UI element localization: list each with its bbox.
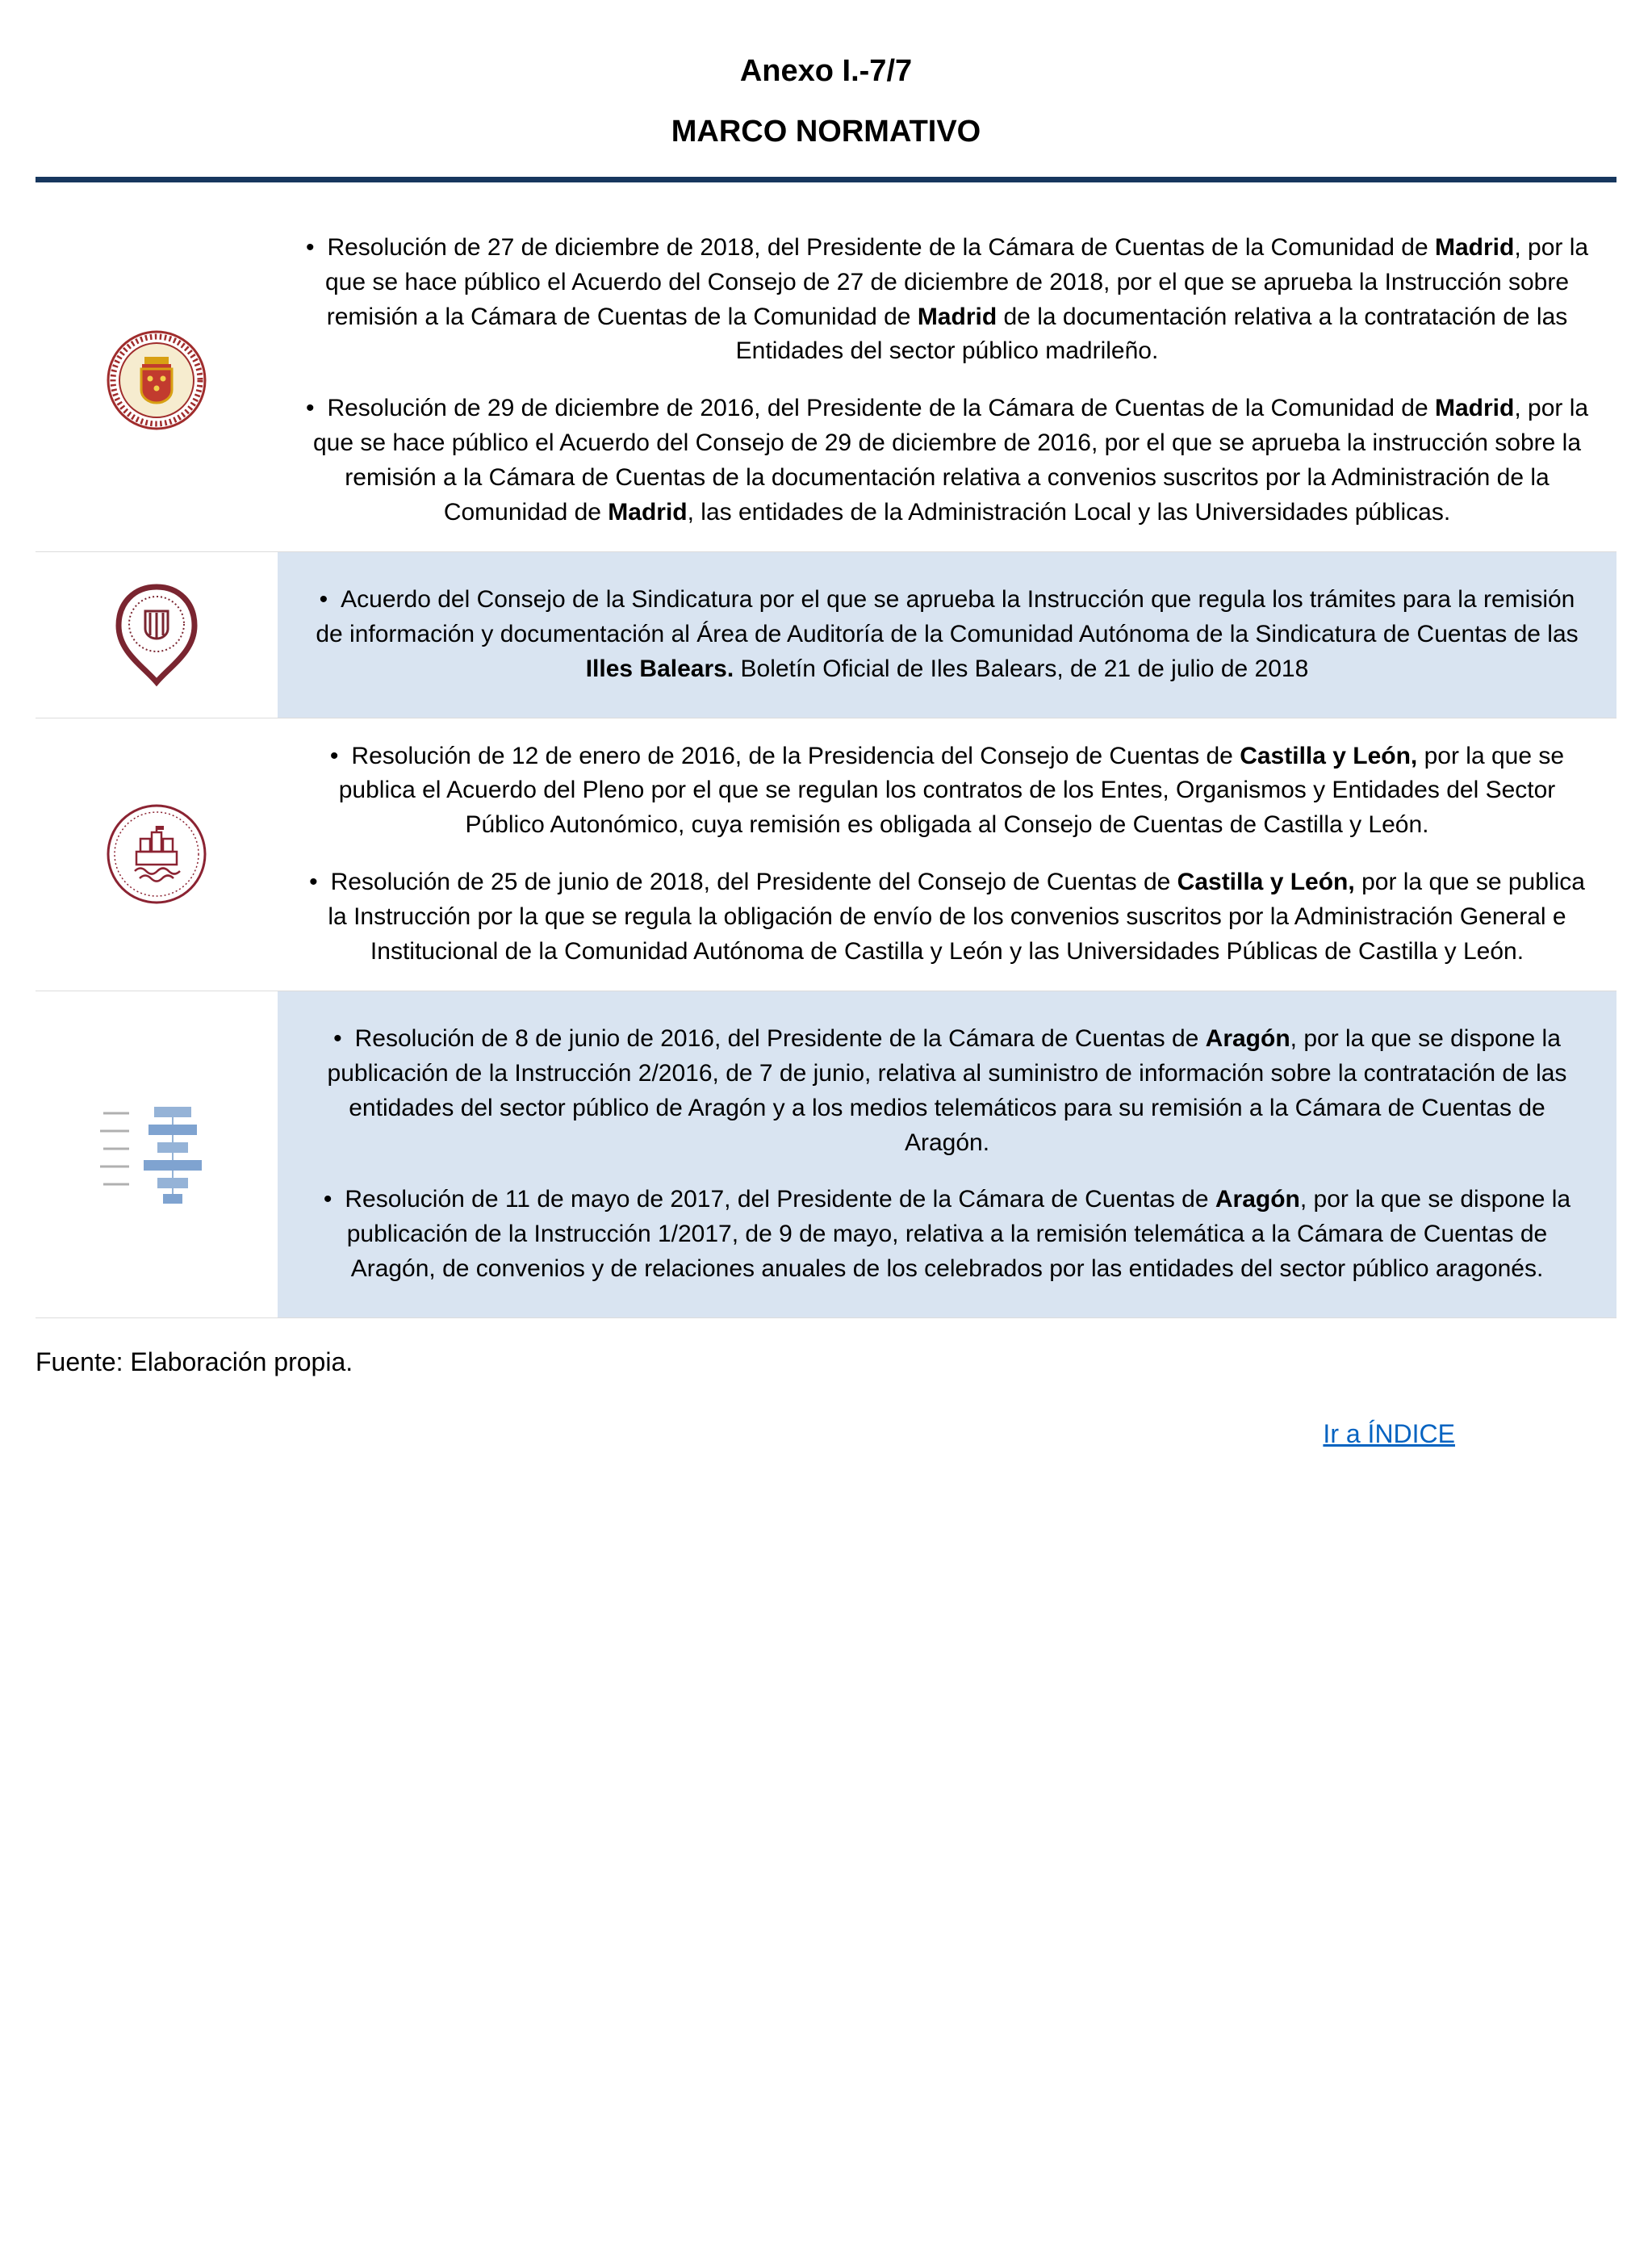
bullet-marker: • [309, 869, 318, 896]
bullet-item [305, 392, 1589, 530]
bullet-item [305, 583, 1589, 687]
aragon-emblem-cell [36, 991, 278, 1317]
table-row-madrid [36, 210, 1616, 551]
bullet-text: Acuerdo del Consejo de la Sindicatura por el que se aprueba la Instrucción que regula los trámites para la remisión de información y documentación al Área de Auditoría de la Comunidad Autónoma de la Sindicatura de Cuentas de las Illes Balears. Boletín Oficial de Iles Balears, de 21 de julio de 2018 [316, 585, 1579, 682]
page-title-annex: Anexo I.-7/7 [739, 54, 913, 88]
bullet-text: Resolución de 25 de junio de 2018, del Presidente del Consejo de Cuentas de Castilla y León, por la que se publica la Instrucción por la que se regula la obligación de envío de los convenios suscritos por la Administración General e Institucional de la Comunidad Autónoma de Castilla y León y las Universidades Públicas de Castilla y León. [328, 869, 1585, 966]
bullet-marker: • [319, 585, 328, 613]
source-note: Fuente: Elaboración propia. [36, 1347, 353, 1377]
bullet-marker: • [305, 233, 315, 261]
index-link-container [36, 1419, 1616, 1449]
bullet-text: Resolución de 29 de diciembre de 2016, del Presidente de la Cámara de Cuentas de la Comunidad de Madrid, por la que se hace público el Acuerdo del Consejo de 29 de diciembre de 2016, por el que se aprueba la instrucción sobre la remisión a la Cámara de Cuentas de la documentación relativa a convenios suscritos por la Administración de la Comunidad de Madrid, las entidades de la Administración Local y las Universidades públicas. [312, 395, 1589, 526]
bullet-item [305, 1183, 1589, 1287]
madrid-emblem-cell [36, 210, 278, 551]
title-divider-rule [36, 177, 1616, 182]
illes-balears-emblem-cell [36, 552, 278, 718]
table-row-castilla-leon [36, 718, 1616, 991]
bullet-item [305, 739, 1589, 844]
castilla-leon-seal-icon [104, 802, 209, 907]
bullet-text: Resolución de 11 de mayo de 2017, del Presidente de la Cámara de Cuentas de Aragón, por la que se dispone la publicación de la Instrucción 1/2017, de 9 de mayo, relativa a la remisión telemática a la Cámara de Cuentas de Aragón, de convenios y de relaciones anuales de los celebrados por las entidades del sector público aragonés. [345, 1186, 1571, 1283]
bullet-marker: • [329, 742, 339, 769]
madrid-text-cell [278, 210, 1616, 551]
aragon-text-cell [278, 991, 1616, 1317]
table-row-aragon [36, 991, 1616, 1317]
bullet-text: Resolución de 27 de diciembre de 2018, del Presidente de la Cámara de Cuentas de la Comunidad de Madrid, por la que se hace público el Acuerdo del Consejo de 27 de diciembre de 2018, por el que se aprueba la Instrucción sobre remisión a la Cámara de Cuentas de la Comunidad de Madrid de la documentación relativa a la contratación de las Entidades del sector público madrileño. [324, 233, 1589, 365]
table-row-illes-balears [36, 551, 1616, 718]
aragon-orgchart-icon [92, 1102, 221, 1207]
normative-table [36, 210, 1616, 1318]
bullet-item [305, 865, 1589, 970]
castilla-leon-emblem-cell [36, 718, 278, 991]
bullet-text: Resolución de 8 de junio de 2016, del Presidente de la Cámara de Cuentas de Aragón, por la que se dispone la publicación de la Instrucción 2/2016, de 7 de junio, relativa al suministro de información sobre la contratación de las entidades del sector público de Aragón y a los medios telemáticos para su remisión a la Cámara de Cuentas de Aragón. [327, 1024, 1567, 1156]
illes-balears-emblem-icon [112, 582, 201, 687]
bullet-marker: • [333, 1024, 342, 1052]
bullet-marker: • [323, 1186, 332, 1213]
bullet-item [305, 1022, 1589, 1161]
page-title-marco-normativo: MARCO NORMATIVO [671, 115, 981, 149]
bullet-item [305, 231, 1589, 370]
index-link[interactable]: Ir a ÍNDICE [1323, 1419, 1455, 1449]
madrid-seal-icon [104, 328, 209, 433]
bullet-marker: • [305, 395, 315, 422]
castilla-leon-text-cell [278, 718, 1616, 991]
bullet-text: Resolución de 12 de enero de 2016, de la Presidencia del Consejo de Cuentas de Castilla y León, por la que se publica el Acuerdo del Pleno por el que se regulan los contratos de los Entes, Organismos y Entidades del Sector Público Autonómico, cuya remisión es obligada al Consejo de Cuentas de Castilla y León. [338, 742, 1565, 839]
illes-balears-text-cell [278, 552, 1616, 718]
